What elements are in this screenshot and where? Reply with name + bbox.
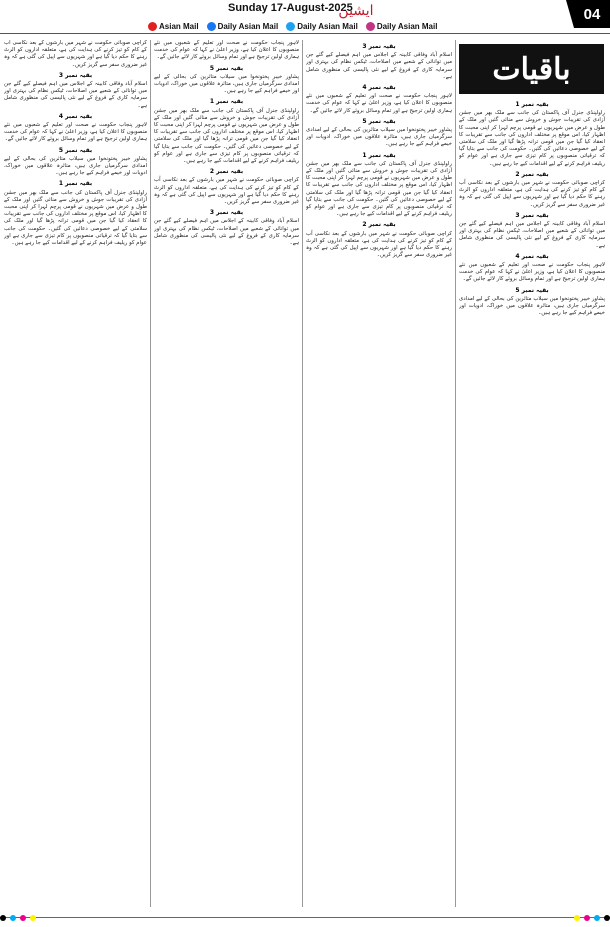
article-body: کراچی صوبائی حکومت نے شہر میں بارشوں کے بعد نکاسی آب کے کام کو تیز کرنے کی ہدایت کی ہے، متعلقہ اداروں کو الرٹ رہنے کا حکم دیا گیا ہے اور شہریوں سے اپیل کی گئی ہے کہ وہ غیر ضروری سفر سے گریز کریں۔ xyxy=(306,230,452,259)
social-youtube[interactable]: Asian Mail xyxy=(148,22,199,31)
article-body: راولپنڈی جنرل آف پاکستان کی جانب سے ملک بھر میں جشن آزادی کی تقریبات جوش و خروش سے منائی گئیں اور ملک کے طول و عرض میں شہریوں نے قومی پرچم لہرا کر اپنی محبت کا اظہار کیا، اس موقع پر مختلف اداروں کی جانب سے تقریبات کا انعقاد کیا گیا جن میں قومی ترانہ پڑھا گیا اور ملک کی سلامتی کے لیے خصوصی دعائیں کی گئیں۔ حکومت کی جانب سے بتایا گیا کہ ترقیاتی منصوبوں پر کام تیزی سے جاری ہے اور عوام کو ریلیف فراہم کرنے کے لیے اقدامات کیے جا رہے ہیں۔ xyxy=(154,107,299,165)
article-column-4 xyxy=(4,40,147,907)
article-column-1 xyxy=(459,98,605,907)
article-body: لاہور پنجاب حکومت نے صحت اور تعلیم کے شعبوں میں نئے منصوبوں کا اعلان کیا ہے، وزیر اعلیٰ نے کہا کہ عوام کی خدمت ہماری اولین ترجیح ہے اور تمام وسائل بروئے کار لائے جائیں گے۔ xyxy=(4,122,147,143)
continuation-heading: بقیہ نمبر 1 xyxy=(209,98,244,106)
article-body: لاہور پنجاب حکومت نے صحت اور تعلیم کے شعبوں میں نئے منصوبوں کا اعلان کیا ہے، وزیر اعلیٰ نے کہا کہ عوام کی خدمت ہماری اولین ترجیح ہے اور تمام وسائل بروئے کار لائے جائیں گے۔ xyxy=(459,262,605,283)
article-body: لاہور پنجاب حکومت نے صحت اور تعلیم کے شعبوں میں نئے منصوبوں کا اعلان کیا ہے، وزیر اعلیٰ نے کہا کہ عوام کی خدمت ہماری اولین ترجیح ہے اور تمام وسائل بروئے کار لائے جائیں گے۔ xyxy=(154,40,299,61)
article-column-2 xyxy=(306,40,452,907)
continuation-heading: بقیہ نمبر 5 xyxy=(515,286,549,294)
article-body: اسلام آباد وفاقی کابینہ کے اجلاس میں اہم فیصلے کیے گئے جن میں توانائی کے شعبے میں اصلاحات، ٹیکس نظام کی بہتری اور سرمایہ کاری کے فروغ کے لیے نئی پالیسی کی منظوری شامل ہے۔ xyxy=(4,81,147,109)
continuation-heading: بقیہ نمبر 2 xyxy=(209,168,244,176)
article-body: پشاور خیبر پختونخوا میں سیلاب متاثرین کی بحالی کے لیے امدادی سرگرمیاں جاری ہیں، متاثرہ علاقوں میں خوراک، ادویات اور خیمے فراہم کیے جا رہے ہیں۔ xyxy=(459,295,605,317)
article-body: کراچی صوبائی حکومت نے شہر میں بارشوں کے بعد نکاسی آب کے کام کو تیز کرنے کی ہدایت کی ہے، متعلقہ اداروں کو الرٹ رہنے کا حکم دیا گیا ہے اور شہریوں سے اپیل کی گئی ہے کہ وہ غیر ضروری سفر سے گریز کریں۔ xyxy=(154,177,299,206)
youtube-icon xyxy=(148,22,157,31)
article-body: اسلام آباد وفاقی کابینہ کے اجلاس میں اہم فیصلے کیے گئے جن میں توانائی کے شعبے میں اصلاحات، ٹیکس نظام کی بہتری اور سرمایہ کاری کے فروغ کے لیے نئی پالیسی کی منظوری شامل ہے۔ xyxy=(154,218,299,247)
twitter-icon xyxy=(286,22,295,31)
instagram-icon xyxy=(366,22,375,31)
continuation-heading: بقیہ نمبر 5 xyxy=(362,117,396,125)
continuation-heading: بقیہ نمبر 4 xyxy=(362,84,396,92)
continuation-heading: بقیہ نمبر 3 xyxy=(362,43,396,50)
color-registration-marks-right xyxy=(574,913,610,923)
social-facebook[interactable]: Daily Asian Mail xyxy=(207,22,279,31)
continuation-heading: بقیہ نمبر 3 xyxy=(58,71,93,79)
page-footer xyxy=(0,913,610,923)
article-body: راولپنڈی جنرل آف پاکستان کی جانب سے ملک بھر میں جشن آزادی کی تقریبات جوش و خروش سے منائی گئیں اور ملک کے طول و عرض میں شہریوں نے قومی پرچم لہرا کر اپنی محبت کا اظہار کیا، اس موقع پر مختلف اداروں کی جانب سے تقریبات کا انعقاد کیا گیا جن میں قومی ترانہ پڑھا گیا اور ملک کی سلامتی کے لیے خصوصی دعائیں کی گئیں۔ حکومت کی جانب سے بتایا گیا کہ ترقیاتی منصوبوں پر کام تیزی سے جاری ہے اور عوام کو ریلیف فراہم کرنے کے لیے اقدامات کیے جا رہے ہیں۔ xyxy=(459,110,605,167)
continuation-heading: بقیہ نمبر 1 xyxy=(58,180,93,188)
social-twitter[interactable]: Daily Asian Mail xyxy=(286,22,358,31)
continuation-heading: بقیہ نمبر 4 xyxy=(58,112,93,120)
continuation-heading: بقیہ نمبر 2 xyxy=(362,221,396,229)
article-body: پشاور خیبر پختونخوا میں سیلاب متاثرین کی بحالی کے لیے امدادی سرگرمیاں جاری ہیں، متاثرہ علاقوں میں خوراک، ادویات اور خیمے فراہم کیے جا رہے ہیں۔ xyxy=(306,127,452,148)
continuation-heading: بقیہ نمبر 1 xyxy=(362,151,396,159)
page-header xyxy=(0,0,610,42)
column-divider xyxy=(302,40,303,907)
issue-date: Sunday 17-August-2025 xyxy=(228,2,353,14)
article-body: اسلام آباد وفاقی کابینہ کے اجلاس میں اہم فیصلے کیے گئے جن میں توانائی کے شعبے میں اصلاحات، ٹیکس نظام کی بہتری اور سرمایہ کاری کے فروغ کے لیے نئی پالیسی کی منظوری شامل ہے۔ xyxy=(459,221,605,249)
article-column-3 xyxy=(154,40,299,907)
section-title: باقیات xyxy=(459,44,604,94)
article-body: کراچی صوبائی حکومت نے شہر میں بارشوں کے بعد نکاسی آب کے کام کو تیز کرنے کی ہدایت کی ہے، متعلقہ اداروں کو الرٹ رہنے کا حکم دیا گیا ہے اور شہریوں سے اپیل کی گئی ہے کہ وہ غیر ضروری سفر سے گریز کریں۔ xyxy=(4,40,147,68)
social-links xyxy=(148,22,437,31)
article-body: اسلام آباد وفاقی کابینہ کے اجلاس میں اہم فیصلے کیے گئے جن میں توانائی کے شعبے میں اصلاحات، ٹیکس نظام کی بہتری اور سرمایہ کاری کے فروغ کے لیے نئی پالیسی کی منظوری شامل ہے۔ xyxy=(306,52,452,80)
column-divider xyxy=(150,40,151,907)
newspaper-logo: ایشین xyxy=(338,3,374,19)
article-body: لاہور پنجاب حکومت نے صحت اور تعلیم کے شعبوں میں نئے منصوبوں کا اعلان کیا ہے، وزیر اعلیٰ نے کہا کہ عوام کی خدمت ہماری اولین ترجیح ہے اور تمام وسائل بروئے کار لائے جائیں گے۔ xyxy=(306,93,452,114)
article-body: پشاور خیبر پختونخوا میں سیلاب متاثرین کی بحالی کے لیے امدادی سرگرمیاں جاری ہیں، متاثرہ علاقوں میں خوراک، ادویات اور خیمے فراہم کیے جا رہے ہیں۔ xyxy=(4,155,147,177)
facebook-icon xyxy=(207,22,216,31)
article-body: راولپنڈی جنرل آف پاکستان کی جانب سے ملک بھر میں جشن آزادی کی تقریبات جوش و خروش سے منائی گئیں اور ملک کے طول و عرض میں شہریوں نے قومی پرچم لہرا کر اپنی محبت کا اظہار کیا، اس موقع پر مختلف اداروں کی جانب سے تقریبات کا انعقاد کیا گیا جن میں قومی ترانہ پڑھا گیا اور ملک کی سلامتی کے لیے خصوصی دعائیں کی گئیں۔ حکومت کی جانب سے بتایا گیا کہ ترقیاتی منصوبوں پر کام تیزی سے جاری ہے اور عوام کو ریلیف فراہم کرنے کے لیے اقدامات کیے جا رہے ہیں۔ xyxy=(306,160,452,218)
color-registration-marks-left xyxy=(0,913,36,923)
continuation-heading: بقیہ نمبر 3 xyxy=(515,211,549,219)
continuation-heading: بقیہ نمبر 5 xyxy=(209,64,244,72)
article-body: پشاور خیبر پختونخوا میں سیلاب متاثرین کی بحالی کے لیے امدادی سرگرمیاں جاری ہیں، متاثرہ علاقوں میں خوراک، ادویات اور خیمے فراہم کیے جا رہے ہیں۔ xyxy=(154,73,299,95)
article-body: راولپنڈی جنرل آف پاکستان کی جانب سے ملک بھر میں جشن آزادی کی تقریبات جوش و خروش سے منائی گئیں اور ملک کے طول و عرض میں شہریوں نے قومی پرچم لہرا کر اپنی محبت کا اظہار کیا، اس موقع پر مختلف اداروں کی جانب سے تقریبات کا انعقاد کیا گیا جن میں قومی ترانہ پڑھا گیا اور ملک کی سلامتی کے لیے خصوصی دعائیں کی گئیں۔ حکومت کی جانب سے بتایا گیا کہ ترقیاتی منصوبوں پر کام تیزی سے جاری ہے اور عوام کو ریلیف فراہم کرنے کے لیے اقدامات کیے جا رہے ہیں۔ xyxy=(4,189,147,247)
continuation-heading: بقیہ نمبر 3 xyxy=(209,209,244,217)
column-divider xyxy=(455,40,456,907)
continuation-heading: بقیہ نمبر 4 xyxy=(515,252,549,260)
social-instagram[interactable]: Daily Asian Mail xyxy=(366,22,438,31)
header-divider xyxy=(0,33,610,34)
page-number: 04 xyxy=(574,0,610,28)
continuation-heading: بقیہ نمبر 5 xyxy=(58,146,93,154)
continuation-heading: بقیہ نمبر 1 xyxy=(515,101,549,108)
continuation-heading: بقیہ نمبر 2 xyxy=(515,170,549,178)
article-body: کراچی صوبائی حکومت نے شہر میں بارشوں کے بعد نکاسی آب کے کام کو تیز کرنے کی ہدایت کی ہے، متعلقہ اداروں کو الرٹ رہنے کا حکم دیا گیا ہے اور شہریوں سے اپیل کی گئی ہے کہ وہ غیر ضروری سفر سے گریز کریں۔ xyxy=(459,180,605,208)
